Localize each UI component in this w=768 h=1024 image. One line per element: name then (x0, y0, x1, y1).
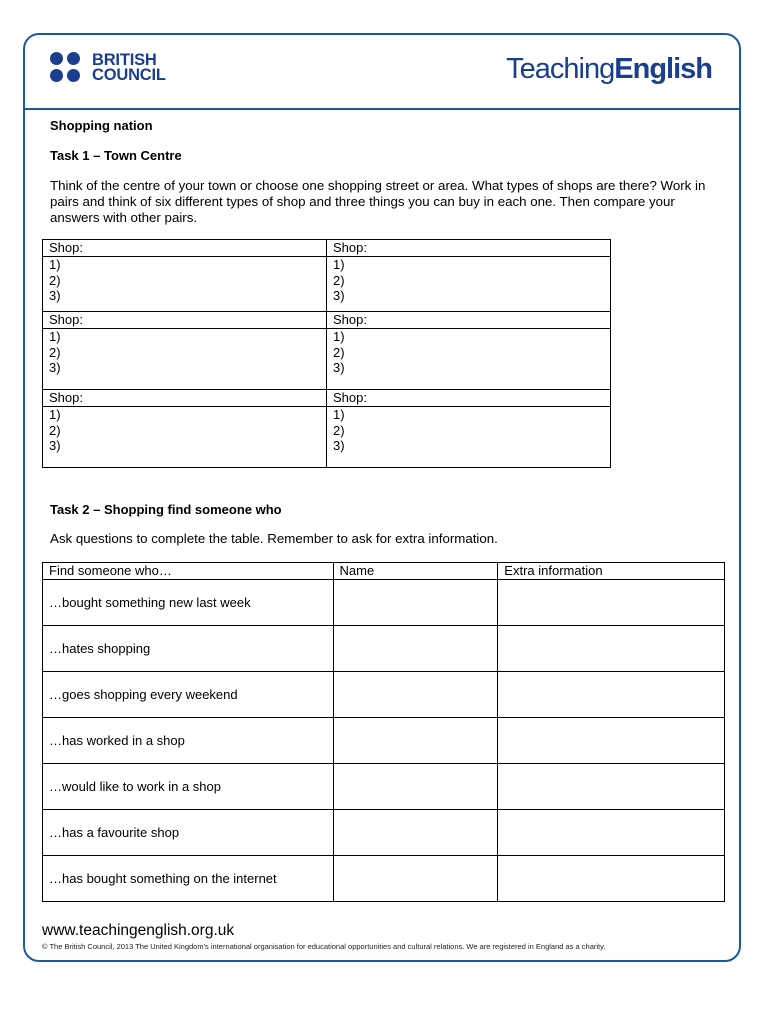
find-someone-table (42, 562, 725, 902)
shop-label-cell[interactable]: Shop: (43, 240, 327, 257)
name-cell[interactable] (333, 764, 498, 810)
prompt-cell: …would like to work in a shop (43, 764, 334, 810)
shop-items-cell[interactable] (43, 329, 327, 390)
task1-instructions: Think of the centre of your town or choose one shopping street or area. What types of shops are there? Work in pairs and think of six different types of shop and three things you can buy in each one. Then compare your answers with other pairs. (50, 178, 706, 225)
name-cell[interactable] (333, 626, 498, 672)
shop-items-cell[interactable] (43, 257, 327, 312)
footer-url[interactable]: www.teachingenglish.org.uk (42, 922, 235, 939)
shop-label-cell[interactable]: Shop: (43, 390, 327, 407)
column-header: Find someone who… (43, 563, 334, 580)
page-title: Shopping nation (50, 118, 153, 133)
shop-item-number: 3) (49, 288, 61, 303)
name-cell[interactable] (333, 672, 498, 718)
extra-info-cell[interactable] (498, 626, 725, 672)
logo-text (92, 53, 166, 83)
shop-item-number: 3) (333, 438, 345, 453)
shop-table (42, 239, 611, 468)
prompt-cell: …has bought something on the internet (43, 856, 334, 902)
shop-label-cell[interactable]: Shop: (327, 312, 611, 329)
shop-item-number: 2) (333, 422, 345, 438)
prompt-cell: …bought something new last week (43, 580, 334, 626)
logo-dot-icon (67, 69, 80, 82)
logo-dot-icon (67, 52, 80, 65)
shop-item-number: 3) (333, 288, 345, 303)
extra-info-cell[interactable] (498, 580, 725, 626)
table-row (43, 810, 725, 856)
shop-items-row (43, 257, 611, 312)
shop-header-row (43, 390, 611, 407)
shop-item-number: 1) (49, 257, 61, 272)
teaching-english-logo (506, 53, 712, 86)
prompt-cell: …has worked in a shop (43, 718, 334, 764)
shop-items-cell[interactable] (327, 407, 611, 468)
shop-item-number: 3) (333, 360, 345, 375)
column-header: Extra information (498, 563, 725, 580)
shop-items-cell[interactable] (43, 407, 327, 468)
shop-item-number: 3) (49, 360, 61, 375)
shop-item-number: 3) (49, 438, 61, 453)
extra-info-cell[interactable] (498, 810, 725, 856)
task2-instructions: Ask questions to complete the table. Remember to ask for extra information. (50, 531, 498, 546)
header-divider (23, 108, 741, 110)
british-council-logo (50, 52, 180, 88)
shop-label-cell[interactable]: Shop: (43, 312, 327, 329)
table-row (43, 764, 725, 810)
shop-items-row (43, 407, 611, 468)
task1-heading: Task 1 – Town Centre (50, 148, 182, 163)
footer-copyright: © The British Council, 2013 The United Kingdom's international organisation for educational opportunities and cultural relations. We are registered in England as a charity. (42, 942, 606, 951)
brand-part1: Teaching (506, 53, 615, 85)
shop-item-number: 2) (333, 272, 345, 288)
shop-item-number: 2) (49, 272, 61, 288)
prompt-cell: …hates shopping (43, 626, 334, 672)
shop-item-number: 2) (49, 344, 61, 360)
shop-item-number: 1) (333, 329, 345, 344)
logo-text-line2: COUNCIL (92, 66, 166, 84)
table-row (43, 580, 725, 626)
table-row (43, 672, 725, 718)
logo-text-line1: BRITISH (92, 51, 157, 69)
shop-label-cell[interactable]: Shop: (327, 390, 611, 407)
shop-item-number: 2) (49, 422, 61, 438)
task2-heading: Task 2 – Shopping find someone who (50, 502, 282, 517)
brand-part2: English (614, 53, 712, 85)
logo-dot-icon (50, 52, 63, 65)
extra-info-cell[interactable] (498, 856, 725, 902)
shop-item-number: 1) (49, 329, 61, 344)
shop-item-number: 1) (333, 407, 345, 422)
name-cell[interactable] (333, 580, 498, 626)
prompt-cell: …has a favourite shop (43, 810, 334, 856)
shop-item-number: 1) (49, 407, 61, 422)
table-row (43, 626, 725, 672)
prompt-cell: …goes shopping every weekend (43, 672, 334, 718)
extra-info-cell[interactable] (498, 764, 725, 810)
table-header-row (43, 563, 725, 580)
shop-items-cell[interactable] (327, 257, 611, 312)
name-cell[interactable] (333, 856, 498, 902)
name-cell[interactable] (333, 810, 498, 856)
logo-dot-icon (50, 69, 63, 82)
shop-items-cell[interactable] (327, 329, 611, 390)
shop-item-number: 2) (333, 344, 345, 360)
name-cell[interactable] (333, 718, 498, 764)
table-row (43, 856, 725, 902)
shop-header-row (43, 312, 611, 329)
extra-info-cell[interactable] (498, 672, 725, 718)
column-header: Name (333, 563, 498, 580)
shop-item-number: 1) (333, 257, 345, 272)
table-row (43, 718, 725, 764)
shop-header-row (43, 240, 611, 257)
shop-items-row (43, 329, 611, 390)
shop-label-cell[interactable]: Shop: (327, 240, 611, 257)
extra-info-cell[interactable] (498, 718, 725, 764)
